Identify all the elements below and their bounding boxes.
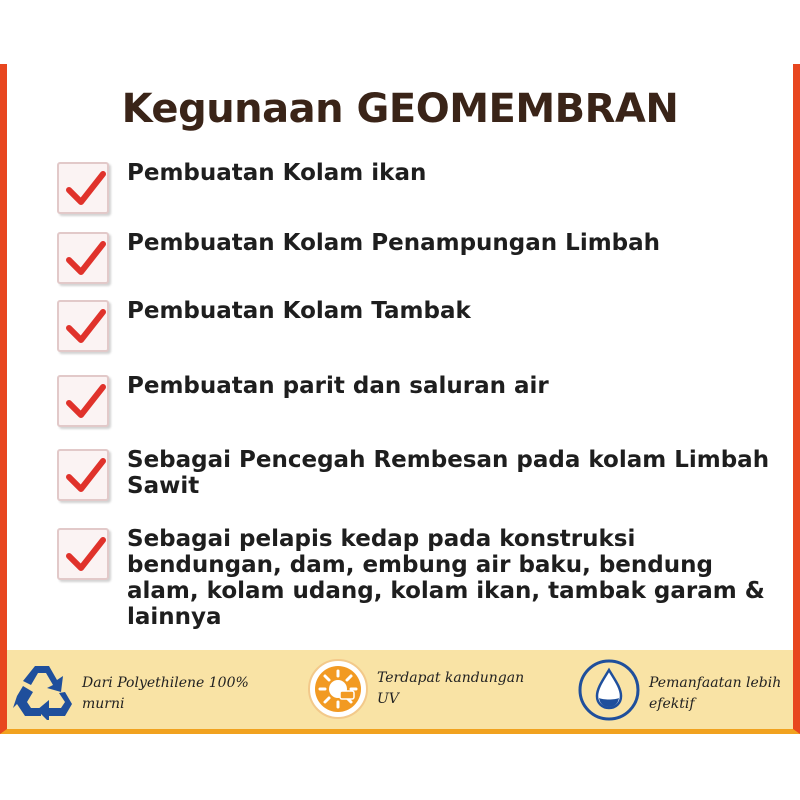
list-item-text: Sebagai pelapis kedap pada konstruksi bendungan, dam, embung air baku, bendung alam, kolam udang, kolam ikan, tambak garam & lainnya bbox=[127, 526, 765, 630]
list-item-text: Sebagai Pencegah Rembesan pada kolam Limbah Sawit bbox=[127, 447, 770, 499]
checkmark-icon bbox=[57, 300, 109, 352]
page-title: Kegunaan GEOMEMBRAN bbox=[121, 86, 679, 132]
feature-uv bbox=[297, 650, 557, 734]
list-item-text: Pembuatan Kolam ikan bbox=[127, 160, 427, 186]
checkmark-icon bbox=[57, 232, 109, 284]
feature-text: Dari Polyethilene 100% murni bbox=[82, 675, 249, 712]
checkmark-icon bbox=[57, 449, 109, 501]
feature-polyethilene bbox=[7, 650, 277, 734]
checkmark-icon bbox=[57, 528, 109, 580]
feature-efektif bbox=[567, 650, 800, 734]
info-card bbox=[0, 64, 800, 734]
feature-text: Pemanfaatan lebih efektif bbox=[649, 675, 782, 712]
features-bar bbox=[0, 650, 800, 734]
checkmark-icon bbox=[57, 375, 109, 427]
recycle-icon bbox=[13, 662, 75, 724]
uv-sun-icon bbox=[307, 658, 369, 724]
list-item-text: Pembuatan Kolam Penampungan Limbah bbox=[127, 230, 661, 256]
feature-text: Terdapat kandungan UV bbox=[377, 670, 525, 707]
checkmark-icon bbox=[57, 162, 109, 214]
list-item-text: Pembuatan parit dan saluran air bbox=[127, 373, 549, 399]
water-drop-icon bbox=[577, 658, 641, 726]
list-item-text: Pembuatan Kolam Tambak bbox=[127, 298, 471, 324]
